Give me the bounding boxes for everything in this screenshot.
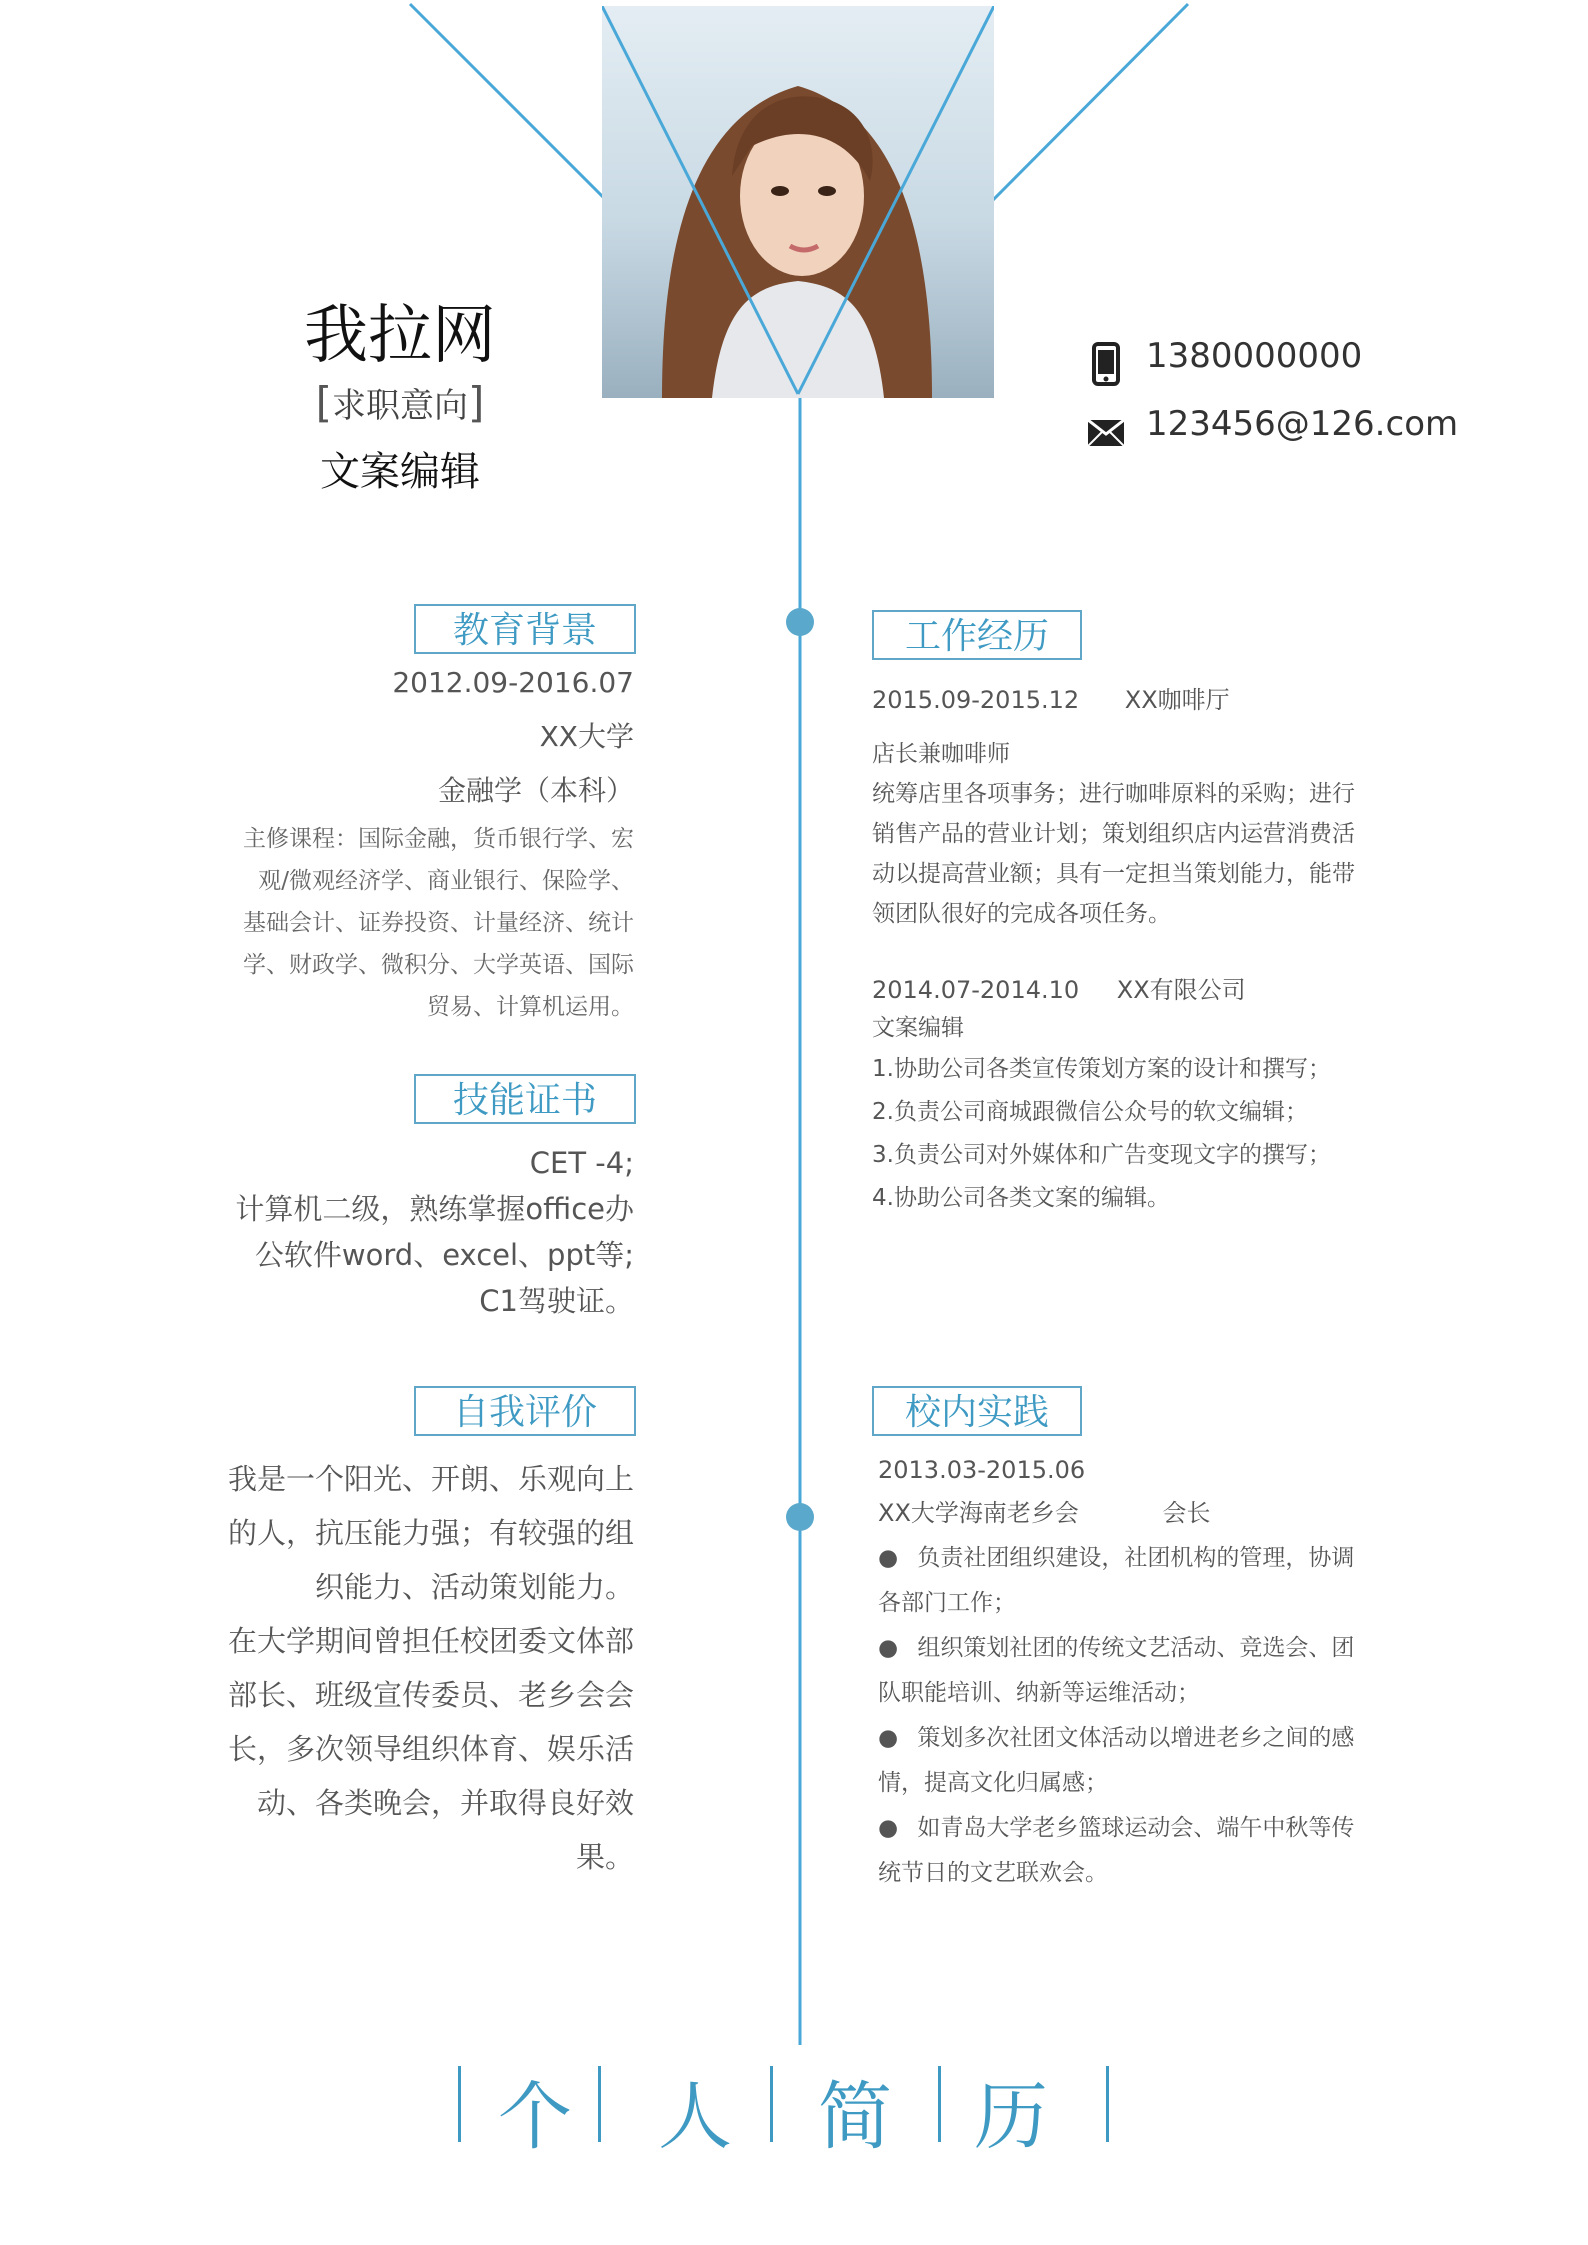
self-eval-line: 部长、班级宣传委员、老乡会会: [227, 1678, 634, 1712]
campus-section: [878, 1450, 1438, 1896]
bracket-close: ]: [468, 378, 485, 427]
self-eval-line: 织能力、活动策划能力。: [314, 1570, 634, 1604]
campus-line: 组织策划社团的传统文艺活动、竞选会、团: [917, 1635, 1355, 1661]
campus-line: 各部门工作；: [878, 1590, 1016, 1616]
self-eval-line: 长，多次领导组织体育、娱乐活: [227, 1732, 634, 1766]
work-entry-2: [872, 972, 1432, 1220]
work-desc-line: 销售产品的营业计划；策划组织店内运营消费活: [872, 821, 1355, 847]
work-desc-line: 3.负责公司对外媒体和广告变现文字的撰写；: [872, 1142, 1331, 1168]
footer-title-char: 简: [818, 2074, 892, 2160]
work-desc-line: 4.协助公司各类文案的编辑。: [872, 1185, 1170, 1211]
education-period: 2012.09-2016.07: [392, 666, 634, 699]
bullet-icon: ●: [878, 1635, 899, 1661]
work-role: 文案编辑: [872, 1015, 964, 1041]
self-eval-line: 我是一个阳光、开朗、乐观向上: [227, 1462, 634, 1496]
skill-line: C1驾驶证。: [479, 1284, 634, 1318]
section-title-campus: 校内实践: [872, 1386, 1082, 1436]
section-title-education: 教育背景: [414, 604, 636, 654]
section-title-skills: 技能证书: [414, 1074, 636, 1124]
intent-text: 求职意向: [332, 386, 468, 426]
work-period: 2014.07-2014.10: [872, 976, 1080, 1004]
education-courses-line: 贸易、计算机运用。: [427, 994, 634, 1020]
timeline-dot-top: [786, 608, 814, 636]
campus-line: 情，提高文化归属感；: [878, 1770, 1108, 1796]
section-title-work: 工作经历: [872, 610, 1082, 660]
work-desc-line: 领团队很好的完成各项任务。: [872, 901, 1171, 927]
mobile-phone-icon: [1092, 342, 1120, 386]
work-desc-line: 2.负责公司商城跟微信公众号的软文编辑；: [872, 1099, 1308, 1125]
footer-divider: [1106, 2066, 1109, 2142]
applicant-name: 我拉网: [304, 299, 496, 373]
work-period: 2015.09-2015.12: [872, 686, 1080, 714]
email-address: 123456@126.com: [1146, 404, 1459, 444]
self-eval-line: 在大学期间曾担任校团委文体部: [227, 1624, 634, 1658]
campus-line: 如青岛大学老乡篮球运动会、端午中秋等传: [917, 1815, 1355, 1841]
skill-line: CET -4;: [529, 1146, 634, 1180]
skill-line: 公软件word、excel、ppt等;: [254, 1238, 634, 1272]
campus-line: 策划多次社团文体活动以增进老乡之间的感: [917, 1725, 1355, 1751]
work-desc-line: 1.协助公司各类宣传策划方案的设计和撰写；: [872, 1056, 1331, 1082]
envelope-icon: [1088, 420, 1124, 446]
work-company: XX咖啡厅: [1124, 686, 1230, 714]
work-entry-1: [872, 682, 1432, 934]
footer-divider: [458, 2066, 461, 2142]
bullet-icon: ●: [878, 1815, 899, 1841]
phone-number: 1380000000: [1146, 336, 1363, 376]
work-desc-line: 统筹店里各项事务；进行咖啡原料的采购；进行: [872, 781, 1355, 807]
education-section: [180, 656, 634, 1028]
bullet-icon: ●: [878, 1725, 899, 1751]
timeline-dot-bottom: [786, 1503, 814, 1531]
work-company: XX有限公司: [1116, 976, 1246, 1004]
skills-section: [180, 1140, 634, 1324]
work-role: 店长兼咖啡师: [872, 741, 1010, 767]
footer-title-char: 个: [498, 2074, 572, 2160]
campus-line: 统节日的文艺联欢会。: [878, 1860, 1108, 1886]
campus-line: 负责社团组织建设，社团机构的管理，协调: [917, 1545, 1355, 1571]
campus-org: XX大学海南老乡会: [878, 1499, 1079, 1527]
skill-line: 计算机二级，熟练掌握office办: [235, 1192, 634, 1226]
education-courses-line: 主修课程：国际金融，货币银行学、宏: [243, 826, 634, 852]
self-eval-section: [180, 1452, 634, 1884]
bracket-open: [: [315, 378, 332, 427]
profile-photo: [602, 6, 994, 398]
self-eval-line: 果。: [575, 1840, 634, 1874]
campus-position: 会长: [1162, 1499, 1211, 1527]
footer-divider: [770, 2066, 773, 2142]
education-school: XX大学: [539, 720, 634, 753]
education-courses-line: 观/微观经济学、商业银行、保险学、: [258, 868, 634, 894]
self-eval-line: 的人，抗压能力强；有较强的组: [227, 1516, 634, 1550]
campus-line: 队职能培训、纳新等运维活动；: [878, 1680, 1200, 1706]
work-desc-line: 动以提高营业额；具有一定担当策划能力，能带: [872, 861, 1355, 887]
footer-divider: [598, 2066, 601, 2142]
education-courses-line: 基础会计、证券投资、计量经济、统计: [243, 910, 634, 936]
self-eval-line: 动、各类晚会，并取得良好效: [256, 1786, 634, 1820]
footer-title-char: 人: [658, 2074, 732, 2160]
footer-title-char: 历: [974, 2074, 1048, 2160]
education-courses-line: 学、财政学、微积分、大学英语、国际: [243, 952, 634, 978]
campus-period: 2013.03-2015.06: [878, 1456, 1086, 1484]
job-title: 文案编辑: [320, 449, 480, 495]
section-title-self-eval: 自我评价: [414, 1386, 636, 1436]
bullet-icon: ●: [878, 1545, 899, 1571]
footer-divider: [938, 2066, 941, 2142]
education-major: 金融学（本科）: [437, 774, 634, 807]
job-intent-label: [300, 378, 500, 427]
